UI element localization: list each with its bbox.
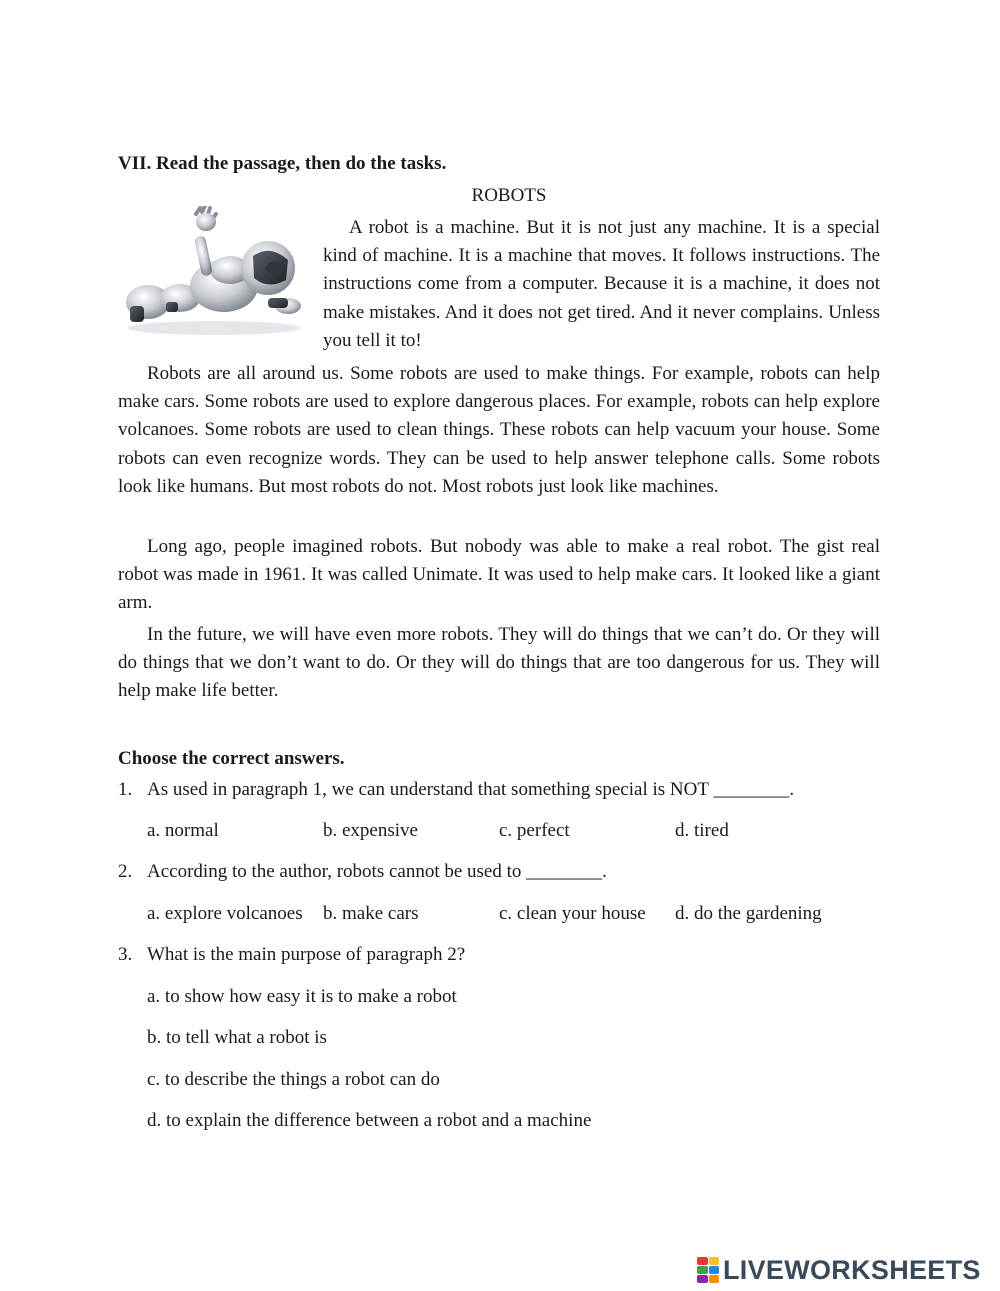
question-3-option-b[interactable]: b. to tell what a robot is (147, 1027, 327, 1048)
section-heading: VII. Read the passage, then do the tasks. (118, 153, 447, 174)
question-1-option-b[interactable]: b. expensive (323, 820, 418, 841)
question-number: 2. (118, 861, 133, 882)
question-1-option-a[interactable]: a. normal (147, 820, 219, 841)
question-2-option-a[interactable]: a. explore volcanoes (147, 903, 303, 924)
passage-paragraph-3: Long ago, people imagined robots. But nobody was able to make a real robot. The gist real robot was made in 1961. It was called Unimate. It was used to help make cars. It looked like a giant arm. (118, 536, 880, 614)
robot-svg (118, 206, 306, 340)
question-3-option-d[interactable]: d. to explain the difference between a robot and a machine (147, 1110, 592, 1131)
passage-paragraph-4: In the future, we will have even more robots. They will do things that we can’t do. Or they will do things that we don’t want to do. Or they will do things that are too dangerous for us. They will help make life better. (118, 624, 880, 702)
question-3-option-c[interactable]: c. to describe the things a robot can do (147, 1069, 440, 1090)
passage-title: ROBOTS (471, 185, 547, 206)
robot-illustration-icon (118, 206, 306, 340)
question-2-option-c[interactable]: c. clean your house (499, 903, 646, 924)
passage-paragraph-1: A robot is a machine. But it is not just any machine. It is a special kind of machine. It is a machine that moves. It follows instructions. The instructions come from a computer. Because it is a machine, it does not make mistakes. And it does not get tired. And it never complains. Unless you tell it to! (323, 217, 880, 351)
liveworksheets-logo (697, 1254, 981, 1286)
question-stem: What is the main purpose of paragraph 2? (147, 944, 466, 965)
question-stem: According to the author, robots cannot be used to ________. (147, 861, 607, 882)
logo-text: LIVEWORKSHEETS (723, 1254, 981, 1285)
question-stem: As used in paragraph 1, we can understand that something special is NOT ________. (147, 779, 795, 800)
question-1-option-d[interactable]: d. tired (675, 820, 729, 841)
task-heading: Choose the correct answers. (118, 748, 345, 769)
logo-blocks-icon (697, 1257, 719, 1283)
question-number: 1. (118, 779, 133, 800)
question-2-option-b[interactable]: b. make cars (323, 903, 419, 924)
question-3-option-a[interactable]: a. to show how easy it is to make a robot (147, 986, 457, 1007)
question-number: 3. (118, 944, 133, 965)
question-2-option-d[interactable]: d. do the gardening (675, 903, 822, 924)
question-1-option-c[interactable]: c. perfect (499, 820, 570, 841)
passage-paragraph-2: Robots are all around us. Some robots are used to make things. For example, robots can help make cars. Some robots are used to explore dangerous places. For example, robots can help explore volcanoes. Some robots are used to clean things. These robots can help vacuum your house. Some robots can even recognize words. They can be used to help answer telephone calls. Some robots look like humans. But most robots do not. Most robots just look like machines. (118, 363, 880, 497)
